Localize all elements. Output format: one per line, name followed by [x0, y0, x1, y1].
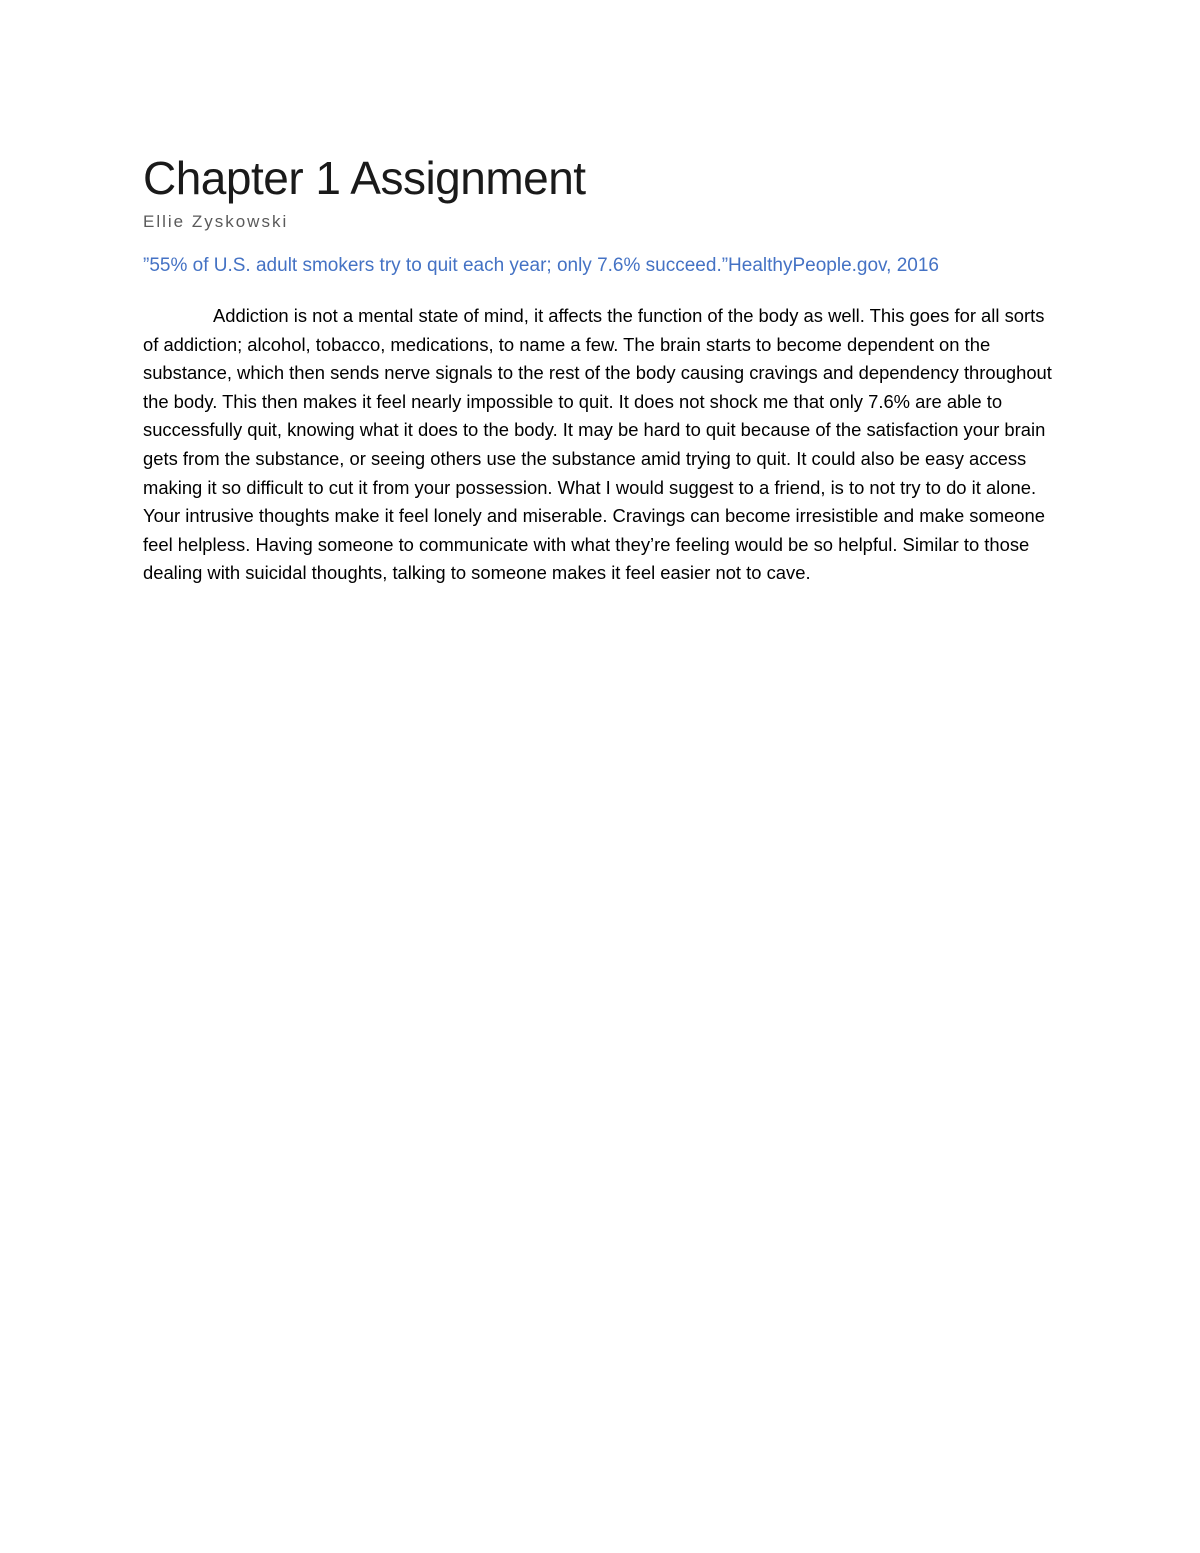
document-quote: ”55% of U.S. adult smokers try to quit each year; only 7.6% succeed.”HealthyPeople.gov, 2016 [143, 255, 939, 276]
document-author: Ellie Zyskowski [143, 212, 289, 231]
document-title: Chapter 1 Assignment [143, 152, 586, 204]
document-paragraph: Addiction is not a mental state of mind, it affects the function of the body as well. This goes for all sorts of addiction; alcohol, tobacco, medications, to name a few. The brain starts to become dependent on the substance, which then sends nerve signals to the rest of the body causing cravings and dependency throughout the body. This then makes it feel nearly impossible to quit. It does not shock me that only 7.6% are able to successfully quit, knowing what it does to the body. It may be hard to quit because of the satisfaction your brain gets from the substance, or seeing others use the substance amid trying to quit. It could also be easy access making it so difficult to cut it from your possession. What I would suggest to a friend, is to not try to do it alone. Your intrusive thoughts make it feel lonely and miserable. Cravings can become irresistible and make someone feel helpless. Having someone to communicate with what they’re feeling would be so helpful. Similar to those dealing with suicidal thoughts, talking to someone makes it feel easier not to cave. [143, 305, 1052, 584]
document-content [143, 150, 1063, 606]
